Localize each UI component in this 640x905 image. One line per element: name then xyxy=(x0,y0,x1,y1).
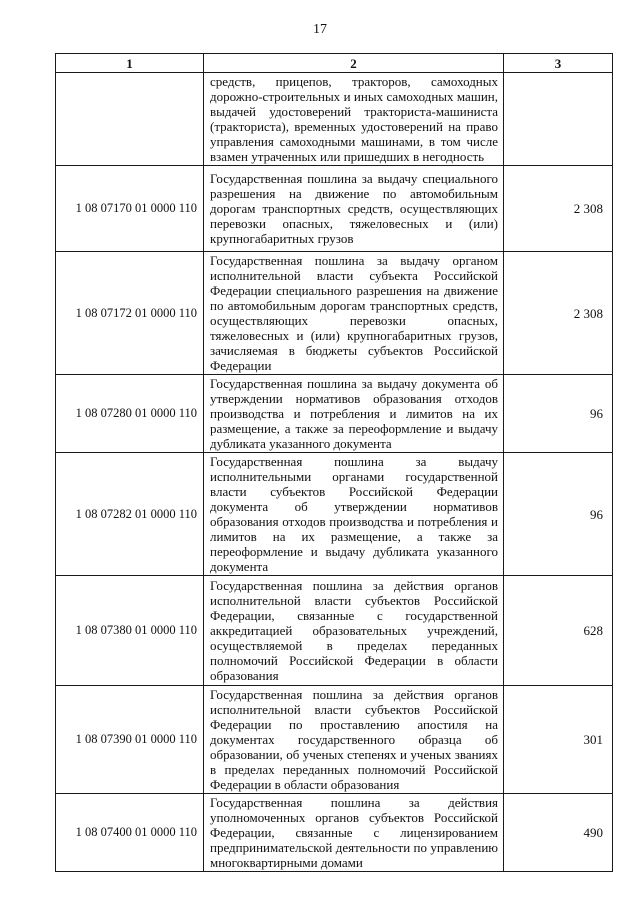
table-row xyxy=(56,252,613,375)
header-col-1: 1 xyxy=(56,54,204,73)
fee-amount: 96 xyxy=(504,375,613,453)
table-row xyxy=(56,73,613,166)
budget-code: 1 08 07172 01 0000 110 xyxy=(56,252,204,375)
fee-description: Государственная пошлина за действия уполномоченных органов субъектов Российской Федерации, связанные с лицензированием предпринимательской деятельности по управлению многоквартирными домами xyxy=(204,794,504,872)
fee-amount: 301 xyxy=(504,686,613,794)
fee-description: Государственная пошлина за действия органов исполнительной власти субъектов Российской Федерации, связанные с государственной аккредитацией образовательных учреждений, осуществляемой в пределах переданных полномочий Российской Федерации в области образования xyxy=(204,576,504,686)
fee-description: Государственная пошлина за действия органов исполнительной власти субъектов Российской Федерации по проставлению апостиля на документах государственного образца об образовании, об ученых степенях и ученых званиях в пределах переданных полномочий Российской Федерации в области образования xyxy=(204,686,504,794)
page-number: 17 xyxy=(313,22,327,37)
fee-amount: 490 xyxy=(504,794,613,872)
header-col-2: 2 xyxy=(204,54,504,73)
header-row xyxy=(56,54,613,73)
fee-amount xyxy=(504,73,613,166)
budget-code: 1 08 07282 01 0000 110 xyxy=(56,453,204,576)
table-row xyxy=(56,375,613,453)
table-row xyxy=(56,686,613,794)
budget-code xyxy=(56,73,204,166)
table-row xyxy=(56,794,613,872)
budget-code: 1 08 07280 01 0000 110 xyxy=(56,375,204,453)
fee-description: Государственная пошлина за выдачу органом исполнительной власти субъекта Российской Федерации специального разрешения на движение по автомобильным дорогам транспортных средств, осуществляющих перевозки опасных, тяжеловесных и (или) крупногабаритных грузов, зачисляемая в бюджеты субъектов Российской Федерации xyxy=(204,252,504,375)
fee-description: Государственная пошлина за выдачу специального разрешения на движение по автомобильным дорогам транспортных средств, осуществляющих перевозки опасных, тяжеловесных и (или) крупногабаритных грузов xyxy=(204,166,504,252)
header-col-3: 3 xyxy=(504,54,613,73)
budget-code: 1 08 07380 01 0000 110 xyxy=(56,576,204,686)
budget-code: 1 08 07170 01 0000 110 xyxy=(56,166,204,252)
fee-description: Государственная пошлина за выдачу документа об утверждении нормативов образования отходов производства и потребления и лимитов на их размещение, а также за переоформление и выдачу дубликата указанного документа xyxy=(204,375,504,453)
table-row xyxy=(56,453,613,576)
fee-amount: 2 308 xyxy=(504,166,613,252)
fee-table xyxy=(55,53,613,872)
fee-amount: 96 xyxy=(504,453,613,576)
budget-code: 1 08 07400 01 0000 110 xyxy=(56,794,204,872)
fee-description: средств, прицепов, тракторов, самоходных дорожно-строительных и иных самоходных машин, выдачей удостоверений тракториста-машиниста (тракториста), временных удостоверений на право управления самоходными машинами, в том числе взамен утраченных или пришедших в негодность xyxy=(204,73,504,166)
table-row xyxy=(56,576,613,686)
fee-description: Государственная пошлина за выдачу исполнительными органами государственной власти субъектов Российской Федерации документа об утверждении нормативов образования отходов производства и потребления и лимитов на их размещение, а также за переоформление и выдачу дубликата указанного документа xyxy=(204,453,504,576)
fee-amount: 2 308 xyxy=(504,252,613,375)
fee-amount: 628 xyxy=(504,576,613,686)
table-row xyxy=(56,166,613,252)
budget-code: 1 08 07390 01 0000 110 xyxy=(56,686,204,794)
